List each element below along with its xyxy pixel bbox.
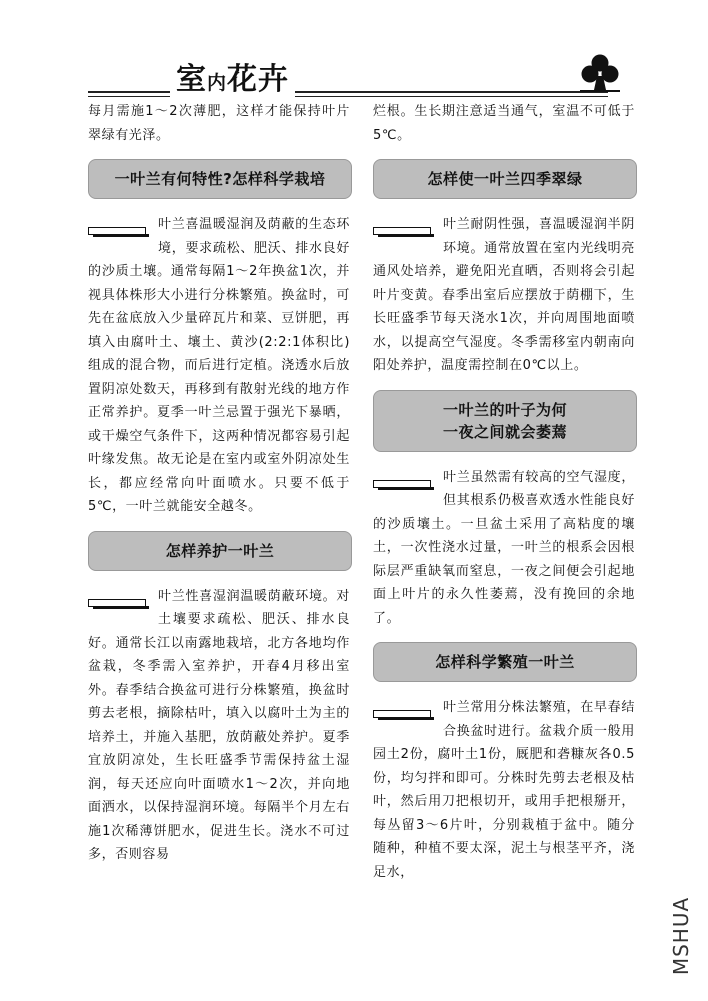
header-rule-thin	[88, 96, 608, 97]
article-body: 叶兰耐阴性强，喜温暖湿润半阴环境。通常放置在室内光线明亮通风处培养，避免阳光直晒，否则将会引起叶片变黄。春季出室后应摆放于荫棚下，生长旺盛季节每天浇水1次，并向周围地面喷水，以提高空气湿度。冬季需移室内朝南向阳处养护，温度需控制在0℃以上。	[373, 217, 635, 373]
article-body: 叶兰常用分株法繁殖，在早春结合换盆时进行。盆栽介质一般用园土2份，腐叶土1份，厩肥和砻糠灰各0.5份，均匀拌和即可。分株时先剪去老根及枯叶，然后用刀把根切开，或用手把根掰开，每丛留3～6片叶，分别栽植于盆中。随分随种，种植不要太深，泥土与根茎平齐，浇足水，	[373, 700, 635, 880]
intro-text: 每月需施1～2次薄肥，这样才能保持叶片翠绿有光泽。	[88, 104, 350, 143]
paragraph-marker-icon	[373, 221, 435, 241]
header-rule	[88, 91, 608, 93]
article-body: 叶兰喜温暖湿润及荫蔽的生态环境，要求疏松、肥沃、排水良好的沙质土壤。通常每隔1～2年换盆1次，并视具体株形大小进行分株繁殖。换盆时，可先在盆底放入少量碎瓦片和菜、豆饼肥，再填入由腐叶土、壤土、黄沙(2:2:1体积比)组成的混合物，而后进行定植。浇透水后放置阴凉处数天，再移到有散射光线的地方作正常养护。夏季一叶兰忌置于强光下暴晒，或干燥空气条件下，这两种情况都容易引起叶缘发焦。故无论是在室内或室外阴凉处生长，都应经常向叶面喷水。只要不低于5℃，一叶兰就能安全越冬。	[88, 217, 350, 514]
article-section	[373, 466, 635, 631]
article-section	[88, 585, 350, 867]
article-section	[373, 696, 635, 884]
section-heading-box	[373, 642, 637, 682]
watermark-text: MSHUA	[669, 896, 694, 976]
section-heading-box	[373, 159, 637, 199]
section-heading: 怎样养护一叶兰	[165, 541, 275, 560]
paragraph-marker-icon	[88, 593, 150, 613]
paragraph-marker-icon	[373, 704, 435, 724]
paragraph-marker-icon	[373, 474, 435, 494]
section-title: 室内花卉	[170, 54, 295, 98]
paragraph-marker-icon	[88, 221, 150, 241]
left-column	[88, 100, 350, 867]
club-icon	[580, 52, 620, 92]
article-section	[373, 213, 635, 378]
section-heading-box	[373, 390, 637, 452]
section-heading: 怎样使一叶兰四季翠绿	[427, 170, 583, 188]
article-body: 叶兰虽然需有较高的空气湿度，但其根系仍极喜欢透水性能良好的沙质壤土。一旦盆土采用了高粘度的壤土，一次性浇水过量，一叶兰的根系会因根际层严重缺氧而窒息，一夜之间便会引起地面上叶片的永久性萎蔫，没有挽回的余地了。	[373, 469, 635, 626]
section-heading-box	[88, 159, 352, 199]
watermark	[669, 880, 700, 990]
section-heading-box	[88, 531, 352, 571]
section-heading: 一叶兰的叶子为何 一夜之间就会萎蔫	[442, 400, 567, 441]
intro-text: 烂根。生长期注意适当通气，室温不可低于5℃。	[373, 104, 635, 143]
article-section	[88, 213, 350, 519]
right-column	[373, 100, 635, 884]
section-heading: 怎样科学繁殖一叶兰	[435, 653, 575, 671]
section-heading: 一叶兰有何特性?怎样科学栽培	[114, 170, 326, 188]
article-body: 叶兰性喜湿润温暖荫蔽环境。对土壤要求疏松、肥沃、排水良好。通常长江以南露地栽培，北方各地均作盆栽，冬季需入室养护，开春4月移出室外。春季结合换盆可进行分株繁殖，换盆时剪去老根，摘除枯叶，填入以腐叶土为主的培养土，并施入基肥，放荫蔽处养护。夏季宜放阴凉处，生长旺盛季节需保持盆土湿润，每天还应向叶面喷水1～2次，并向地面洒水，以保持湿润环境。每隔半个月左右施1次稀薄饼肥水，促进生长。浇水不可过多，否则容易	[88, 588, 350, 862]
